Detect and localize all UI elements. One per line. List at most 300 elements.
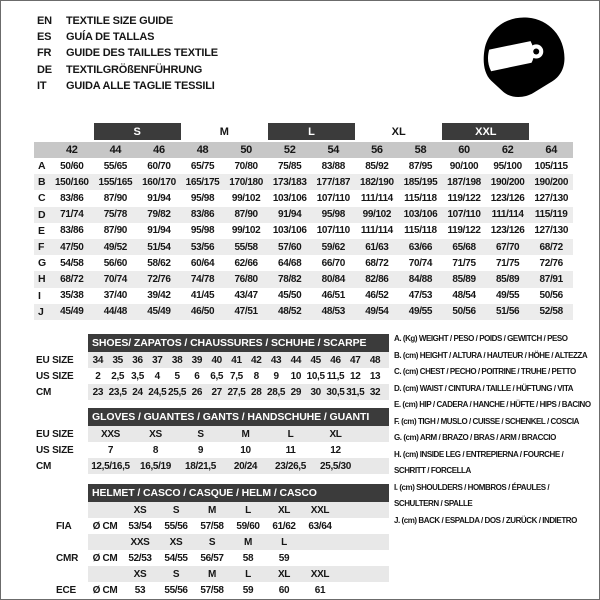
size-cell: 45/50 [278, 290, 302, 302]
legend-line: J. (cm) BACK / ESPALDA / DOS / ZURÜCK / INDIETRO [394, 515, 577, 525]
size-cell: 95/98 [190, 225, 215, 237]
size-cell: 90/100 [449, 160, 479, 172]
size-cell: 40 [211, 354, 222, 366]
size-cell: 170/180 [229, 176, 263, 188]
measurement-row [34, 255, 573, 271]
language-code: EN [37, 15, 52, 28]
main-size-table [34, 123, 573, 320]
size-cell: 85/89 [452, 273, 476, 285]
shoes-table [36, 334, 389, 400]
size-cell: 24 [132, 386, 143, 398]
size-cell: 7,5 [230, 370, 243, 382]
helmet-table [36, 484, 389, 598]
size-cell: 49/55 [495, 290, 520, 302]
measurement-row [34, 239, 573, 255]
size-cell: 55/65 [103, 160, 127, 172]
helmet-table-body [88, 484, 389, 598]
size-cell: 83/86 [60, 225, 84, 237]
measurement-row-label: E [38, 224, 45, 237]
size-cell: 55/58 [234, 241, 258, 253]
legend-item [394, 397, 594, 414]
size-cell: 52/58 [539, 306, 563, 318]
row-label: FIA [56, 520, 72, 532]
size-cell: 47/50 [60, 241, 84, 253]
size-cell: 12 [350, 370, 361, 382]
size-cell: 83/86 [60, 192, 84, 204]
legend-line: I. (cm) SHOULDERS / HOMBROS / ÉPAULES / [394, 482, 550, 492]
size-cell: 45/49 [147, 306, 171, 318]
size-cell: 46/51 [321, 290, 345, 302]
size-cell: 50/60 [60, 160, 84, 172]
legend-item [394, 414, 594, 431]
size-cell: 44/48 [103, 306, 127, 318]
size-column-header: 58 [414, 144, 427, 156]
spacer [36, 408, 88, 426]
size-cell: 54/58 [60, 257, 84, 269]
legend-item [394, 364, 594, 381]
size-cell: 49/54 [365, 306, 389, 318]
size-header-cell: M [208, 504, 216, 516]
size-cell: 29 [290, 386, 302, 398]
legend-line: B. (cm) HEIGHT / ALTURA / HAUTEUR / HÖHE / ALTEZZA [394, 350, 588, 360]
size-cell: 107/110 [316, 225, 350, 237]
size-cell: 85/92 [365, 160, 389, 172]
measurement-row-label: A [38, 160, 46, 173]
size-cell: 60/70 [147, 160, 171, 172]
size-cell: 71/75 [452, 257, 476, 269]
size-cell: 119/122 [447, 192, 481, 204]
size-cell: 60 [278, 584, 290, 596]
size-cell: 115/118 [404, 192, 437, 204]
size-cell: 47/53 [408, 290, 433, 302]
size-column-header: 52 [283, 144, 296, 156]
size-cell: 12 [330, 444, 341, 456]
size-cell: 91/94 [278, 209, 302, 221]
size-cell: XS [149, 428, 162, 440]
gloves-table-body [88, 408, 389, 474]
size-cell: 78/82 [278, 273, 302, 285]
size-row [88, 384, 389, 400]
shoes-table-body [88, 334, 389, 400]
size-cell: 56/60 [103, 257, 127, 269]
size-cell: 49/52 [103, 241, 127, 253]
size-cell: 103/106 [403, 209, 438, 221]
size-cell: 95/98 [321, 209, 345, 221]
row-label-blank [36, 534, 88, 550]
size-row [88, 442, 389, 458]
row-label: US SIZE [36, 370, 74, 382]
size-cell: 68/72 [60, 273, 84, 285]
size-cell: 80/84 [321, 273, 345, 285]
size-cell: 61/62 [272, 520, 296, 532]
language-row [37, 62, 218, 78]
size-header-cell: XS [133, 504, 147, 516]
size-cell: 99/102 [362, 209, 392, 221]
row-label-blank [36, 502, 88, 518]
size-cell: 63/66 [408, 241, 433, 253]
size-cell: XXS [101, 428, 120, 440]
legend-line: G. (cm) ARM / BRAZO / BRAS / ARM / BRACCIO [394, 433, 556, 442]
legend-item [394, 513, 594, 530]
size-cell: 60/64 [190, 257, 215, 269]
size-cell: 84/88 [408, 273, 433, 285]
helmet-values-row [88, 550, 389, 566]
size-cell: 182/190 [360, 176, 394, 188]
size-cell: 45 [310, 354, 321, 366]
size-cell: 99/102 [231, 225, 261, 237]
size-cell: 76/80 [234, 273, 258, 285]
size-cell: 68/72 [365, 257, 389, 269]
size-cell: 35 [112, 354, 123, 366]
measurement-row [34, 174, 573, 190]
size-row [88, 426, 389, 442]
measurement-row-label: I [38, 289, 41, 302]
legend-item [394, 447, 594, 480]
row-label: CM [36, 386, 52, 398]
legend-item [394, 480, 594, 513]
size-column-header: 64 [545, 144, 557, 156]
legend-item [394, 348, 594, 365]
size-header-cell: XL [277, 568, 291, 580]
size-cell: 107/110 [447, 209, 481, 221]
size-cell: 50/56 [452, 306, 476, 318]
size-cell: 2,5 [111, 370, 125, 382]
size-cell: 119/122 [447, 225, 481, 237]
size-header-cell: M [208, 568, 216, 580]
size-cell: 99/102 [231, 192, 261, 204]
helmet-table-title: HELMET / CASCO / CASQUE / HELM / CASCO [88, 484, 389, 502]
size-cell: 57/58 [200, 520, 224, 532]
size-cell: 61 [314, 584, 326, 596]
unit-label: Ø CM [92, 520, 118, 532]
size-cell: 39 [191, 354, 203, 366]
size-cell: 10 [290, 370, 302, 382]
size-cell: 2 [95, 370, 101, 382]
size-cell: 59/62 [321, 241, 345, 253]
size-cell: 11 [285, 444, 296, 456]
size-header-cell: S [208, 536, 216, 548]
size-cell: 38 [171, 354, 183, 366]
size-cell: 20/24 [233, 460, 258, 472]
size-cell: 24,5 [148, 386, 167, 398]
size-cell: 45/49 [60, 306, 84, 318]
size-cell: 53/56 [190, 241, 215, 253]
row-label: CMR [56, 552, 79, 564]
size-cell: 79/82 [147, 209, 171, 221]
size-cell: 150/160 [54, 176, 89, 188]
size-cell: 103/106 [272, 192, 307, 204]
size-cell: 9 [273, 370, 279, 382]
helmet-sizes-row [88, 502, 389, 518]
size-cell: 23/26,5 [275, 460, 306, 472]
size-cell: 87/95 [408, 160, 433, 172]
helmet-values-row [88, 582, 389, 598]
legend-line: F. (cm) TIGH / MUSLO / CUISSE / SCHENKEL / COSCIA [394, 416, 579, 426]
shoes-row-labels [36, 334, 88, 400]
legend-line: SCHULTERN / SPALLE [394, 499, 473, 508]
legend-item [394, 430, 594, 447]
size-cell: 74/78 [190, 273, 215, 285]
spacer [36, 484, 88, 502]
size-cell: 42 [251, 354, 262, 366]
size-cell: 30 [310, 386, 321, 398]
size-cell: 50/56 [539, 290, 563, 302]
size-cell: 47/51 [234, 306, 258, 318]
language-row [37, 29, 218, 45]
unit-cell-blank [88, 566, 122, 582]
size-cell: L [287, 428, 294, 440]
row-label: ECE [56, 584, 76, 596]
size-cell: 115/118 [404, 225, 437, 237]
size-cell: 68/72 [539, 241, 563, 253]
helmet-row-labels [36, 484, 88, 598]
size-cell: XL [329, 428, 342, 440]
size-cell: 16,5/19 [140, 460, 171, 472]
size-cell: 111/114 [491, 209, 524, 221]
size-column-header: 60 [458, 144, 470, 156]
size-cell: 75/85 [278, 160, 302, 172]
size-cell: 12,5/16,5 [91, 460, 130, 472]
language-title: TEXTILE SIZE GUIDE [66, 15, 174, 28]
legend-line: H. (cm) INSIDE LEG / ENTREPIERNA / FOURCHE / [394, 449, 564, 459]
unit-cell-blank [88, 502, 122, 518]
size-cell: 43/47 [234, 290, 258, 302]
size-cell: 115/119 [534, 209, 568, 221]
size-band: M [219, 125, 229, 138]
size-header-cell: S [172, 504, 180, 516]
size-header-cell: L [245, 568, 251, 580]
spacer [36, 334, 88, 352]
size-cell: 48 [369, 354, 381, 366]
legend-line: C. (cm) CHEST / PECHO / POITRINE / TRUHE / PETTO [394, 367, 576, 376]
size-cell: 87/90 [103, 192, 127, 204]
legend-item [394, 381, 594, 398]
size-header-cell: XL [277, 504, 291, 516]
size-cell: 47 [350, 354, 361, 366]
size-cell: 26 [191, 386, 203, 398]
language-title: GUIDE DES TAILLES TEXTILE [66, 47, 218, 60]
size-column-header: 54 [327, 144, 340, 156]
language-code: ES [37, 31, 52, 44]
corner-cell [34, 142, 50, 158]
size-band: L [268, 123, 355, 140]
size-cell: 5 [174, 370, 180, 382]
size-cell: 28 [251, 386, 262, 398]
size-cell: 75/78 [103, 209, 127, 221]
size-cell: 39/42 [147, 290, 171, 302]
size-cell: 37 [152, 354, 163, 366]
size-cell: 48/53 [321, 306, 345, 318]
helmet-icon [477, 11, 571, 107]
size-band: S [94, 123, 181, 140]
size-cell: 91/94 [147, 192, 171, 204]
size-cell: 25,5/30 [320, 460, 351, 472]
size-cell: 87/90 [234, 209, 258, 221]
language-row [37, 13, 218, 29]
size-cell: 59 [242, 584, 254, 596]
size-cell: 111/114 [360, 192, 393, 204]
size-cell: 8 [253, 370, 259, 382]
size-cell: 3,5 [131, 370, 144, 382]
size-cell: 62/66 [234, 257, 258, 269]
language-row [37, 45, 218, 61]
row-label: EU SIZE [36, 354, 74, 366]
unit-label: Ø CM [92, 552, 118, 564]
size-cell: 85/89 [495, 273, 520, 285]
size-cell: 67/70 [495, 241, 520, 253]
size-cell: 87/90 [103, 225, 127, 237]
size-cell: S [197, 428, 204, 440]
size-cell: 43 [270, 354, 282, 366]
measurement-row-label: C [38, 192, 46, 205]
row-label: EU SIZE [36, 428, 74, 440]
helmet-sizes-row [88, 566, 389, 582]
size-cell: M [241, 428, 250, 440]
measurement-row [34, 271, 573, 287]
size-cell: 41/45 [190, 290, 215, 302]
size-row [88, 368, 389, 384]
size-cell: 70/74 [408, 257, 433, 269]
language-code: DE [37, 63, 52, 76]
size-cell: 58 [242, 552, 254, 564]
legend-line: E. (cm) HIP / CADERA / HANCHE / HÜFTE / HIPS / BACINO [394, 400, 591, 409]
size-cell: 72/76 [539, 257, 563, 269]
measurement-legend [394, 331, 594, 529]
size-cell: 53/54 [128, 520, 152, 532]
measurement-row [34, 288, 573, 304]
size-cell: 46 [330, 354, 341, 366]
size-cell: 54/55 [164, 552, 188, 564]
size-cell: 177/187 [316, 176, 351, 188]
size-row [88, 352, 389, 368]
size-cell: 59/60 [236, 520, 260, 532]
size-cell: 187/198 [447, 176, 481, 188]
size-cell: 123/126 [490, 192, 525, 204]
helmet-sizes-row [88, 534, 389, 550]
size-cell: 61/63 [365, 241, 389, 253]
size-band: XL [391, 125, 406, 138]
size-cell: 46/50 [190, 306, 215, 318]
size-cell: 103/106 [272, 225, 307, 237]
size-cell: 190/200 [534, 176, 569, 188]
size-cell: 48/54 [452, 290, 476, 302]
size-cell: 52/53 [128, 552, 152, 564]
size-cell: 64/68 [278, 257, 302, 269]
unit-cell-blank [88, 534, 122, 550]
size-header-cell: XXL [310, 568, 330, 580]
size-cell: 10,5 [306, 370, 325, 382]
measurement-row [34, 304, 573, 320]
size-cell: 123/126 [490, 225, 525, 237]
measurement-row-label: J [38, 305, 44, 318]
size-cell: 23,5 [108, 386, 127, 398]
size-cell: 23 [92, 386, 104, 398]
size-cell: 31,5 [346, 386, 365, 398]
size-cell: 51/56 [495, 306, 520, 318]
size-cell: 58/62 [147, 257, 171, 269]
size-cell: 27,5 [227, 386, 246, 398]
size-bands-row [34, 123, 573, 140]
size-cell: 65/68 [452, 241, 476, 253]
legend-line: D. (cm) WAIST / CINTURA / TAILLE / HÜFTUNG / VITA [394, 383, 574, 393]
language-title: GUÍA DE TALLAS [66, 31, 155, 44]
size-cell: 91/94 [147, 225, 171, 237]
measurement-row [34, 207, 573, 223]
size-column-header: 62 [501, 144, 514, 156]
size-cell: 9 [197, 444, 204, 456]
size-column-header: 50 [240, 144, 252, 156]
size-cell: 53 [134, 584, 146, 596]
size-cell: 165/175 [185, 176, 220, 188]
size-cell: 27 [211, 386, 222, 398]
size-header-cell: XXL [310, 504, 330, 516]
size-header-cell: L [245, 504, 251, 516]
row-label: US SIZE [36, 444, 74, 456]
size-header-cell: XXS [130, 536, 150, 548]
size-cell: 55/56 [164, 520, 188, 532]
size-cell: 6 [194, 370, 200, 382]
size-cell: 95/98 [190, 192, 215, 204]
size-cell [302, 550, 338, 566]
gloves-table-title: GLOVES / GUANTES / GANTS / HANDSCHUHE / GUANTI [88, 408, 389, 426]
header-languages [37, 13, 218, 94]
row-label-blank [36, 566, 88, 582]
size-cell: 8 [152, 444, 159, 456]
size-row [88, 458, 389, 474]
size-cell: 70/80 [234, 160, 258, 172]
measurement-row-label: B [38, 176, 46, 189]
size-columns-row [34, 142, 573, 158]
measurement-row [34, 223, 573, 239]
size-cell: 105/115 [534, 160, 568, 172]
size-column-header: 46 [153, 144, 165, 156]
size-cell: 82/86 [365, 273, 389, 285]
size-cell: 160/170 [142, 176, 176, 188]
size-cell: 72/76 [147, 273, 171, 285]
size-cell: 18/21,5 [185, 460, 216, 472]
size-cell: 155/165 [98, 176, 133, 188]
size-cell: 111/114 [360, 225, 393, 237]
size-cell: 36 [132, 354, 143, 366]
size-cell: 4 [154, 370, 160, 382]
size-cell: 10 [240, 444, 251, 456]
size-cell: 37/40 [103, 290, 127, 302]
size-cell: 49/55 [408, 306, 433, 318]
legend-line: SCHRITT / FORCELLA [394, 466, 471, 475]
size-column-header: 56 [371, 144, 383, 156]
size-cell: 51/54 [147, 241, 171, 253]
size-cell: 57/60 [278, 241, 302, 253]
size-cell: 6,5 [210, 370, 224, 382]
size-cell: 87/91 [539, 273, 563, 285]
size-column-header: 48 [196, 144, 209, 156]
unit-label: Ø CM [92, 584, 118, 596]
language-row [37, 78, 218, 94]
measurement-row-label: F [38, 241, 45, 254]
size-cell: 66/70 [321, 257, 345, 269]
size-cell: 41 [231, 354, 242, 366]
size-cell: 63/64 [308, 520, 332, 532]
language-code: IT [37, 79, 47, 92]
size-cell: 28,5 [267, 386, 286, 398]
size-cell: 44 [290, 354, 302, 366]
size-header-cell: L [281, 536, 287, 548]
size-cell: 35/38 [60, 290, 84, 302]
size-cell: 107/110 [316, 192, 350, 204]
size-cell: 83/88 [321, 160, 345, 172]
size-band: XXL [442, 123, 529, 140]
size-header-cell: XS [133, 568, 147, 580]
